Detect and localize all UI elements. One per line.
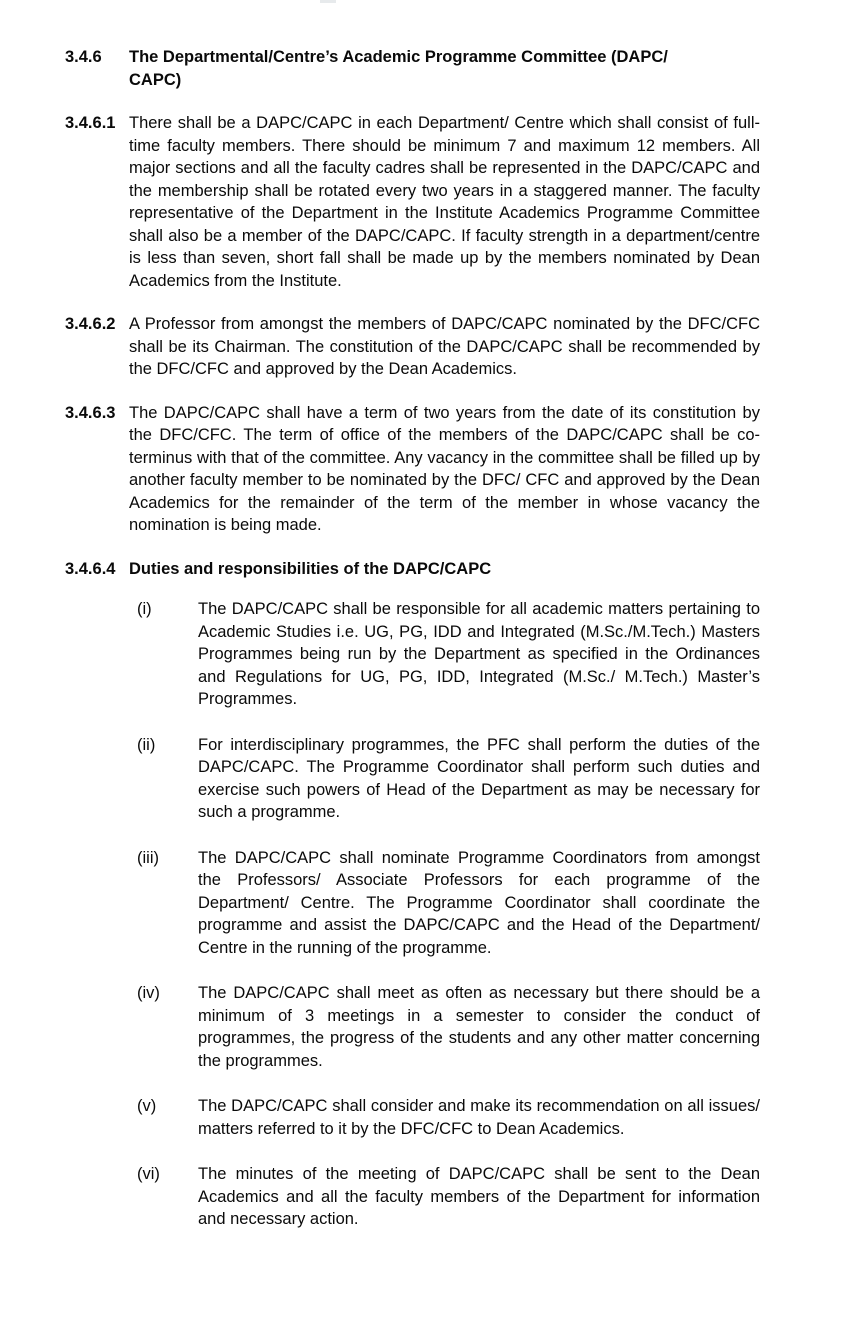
section-number: 3.4.6.3 — [65, 403, 116, 422]
list-item-marker: (i) — [137, 600, 152, 618]
list-item-text: For interdisciplinary programmes, the PFC shall perform the duties of the DAPC/CAPC. The Programme Coordinator shall perform such duties and exercise such powers of Head of the Department as may be necessary for such a programme. — [198, 735, 760, 821]
section-heading: Duties and responsibilities of the DAPC/CAPC — [129, 559, 492, 578]
list-item-text: The DAPC/CAPC shall nominate Programme Coordinators from amongst the Professors/ Associate Professors for each programme of the Department/ Centre. The Programme Coordinator shall coordinate the programme and assist the DAPC/CAPC and the Head of the Department/ Centre in the running of the programme. — [198, 848, 760, 957]
list-item-text: The minutes of the meeting of DAPC/CAPC shall be sent to the Dean Academics and all the faculty members of the Department for information and necessary action. — [198, 1165, 760, 1228]
list-item-text: The DAPC/CAPC shall consider and make its recommendation on all issues/ matters referred to it by the DFC/CFC to Dean Academics. — [198, 1097, 760, 1138]
section-number: 3.4.6.2 — [65, 315, 116, 333]
section-number: 3.4.6 — [65, 48, 102, 66]
section-heading — [129, 46, 760, 91]
section-3-4-6 — [65, 46, 760, 91]
section-heading-line1: The Departmental/Centre’s Academic Programme Committee (DAPC/ — [129, 48, 668, 66]
section-text: The DAPC/CAPC shall have a term of two years from the date of its constitution by the DFC/CFC. The term of office of the members of the DAPC/CAPC shall be co-terminus with that of the committee. Any vacancy in the committee shall be filled up by another faculty member to be nominated by the DFC/ CFC and approved by the Dean Academics for the remainder of the term of the member in whose vacancy the nomination is being made. — [129, 403, 760, 534]
list-item-marker: (iii) — [137, 848, 159, 867]
scan-artifact — [320, 0, 336, 3]
section-number: 3.4.6.4 — [65, 559, 116, 578]
list-item-marker: (ii) — [137, 735, 156, 754]
section-3-4-6-4 — [65, 558, 760, 581]
list-item — [137, 1163, 760, 1231]
list-item-text: The DAPC/CAPC shall be responsible for all academic matters pertaining to Academic Studies i.e. UG, PG, IDD and Integrated (M.Sc./M.Tech.) Masters Programmes being run by the Department as specified in the Ordinances and Regulations for UG, PG, IDD, Integrated (M.Sc./ M.Tech.) Master’s Programmes. — [198, 600, 760, 708]
section-number: 3.4.6.1 — [65, 114, 116, 132]
section-3-4-6-2 — [65, 313, 760, 381]
list-item-marker: (iv) — [137, 984, 160, 1002]
section-text: A Professor from amongst the members of DAPC/CAPC nominated by the DFC/CFC shall be its Chairman. The constitution of the DAPC/CAPC shall be recommended by the DFC/CFC and approved by the Dean Academics. — [129, 315, 760, 378]
section-3-4-6-3 — [65, 402, 760, 537]
list-item-marker: (vi) — [137, 1165, 160, 1183]
list-item-text: The DAPC/CAPC shall meet as often as necessary but there should be a minimum of 3 meetings in a semester to consider the conduct of programmes, the progress of the students and any other matter concerning the programmes. — [198, 984, 760, 1070]
list-item-marker: (v) — [137, 1097, 157, 1115]
duties-list — [137, 598, 760, 1231]
list-item — [137, 982, 760, 1072]
list-item — [137, 1095, 760, 1140]
list-item — [137, 734, 760, 824]
section-heading-line2: CAPC) — [129, 70, 182, 89]
section-3-4-6-1 — [65, 112, 760, 292]
list-item — [137, 598, 760, 711]
list-item — [137, 847, 760, 960]
section-text: There shall be a DAPC/CAPC in each Department/ Centre which shall consist of full-time faculty members. There should be minimum 7 and maximum 12 members. All major sections and all the faculty cadres shall be represented in the DAPC/CAPC and the membership shall be rotated every two years in a staggered manner. The faculty representative of the Department in the Institute Academics Programme Committee shall also be a member of the DAPC/CAPC. If faculty strength in a department/centre is less than seven, short fall shall be made up by the members nominated by Dean Academics from the Institute. — [129, 114, 760, 290]
